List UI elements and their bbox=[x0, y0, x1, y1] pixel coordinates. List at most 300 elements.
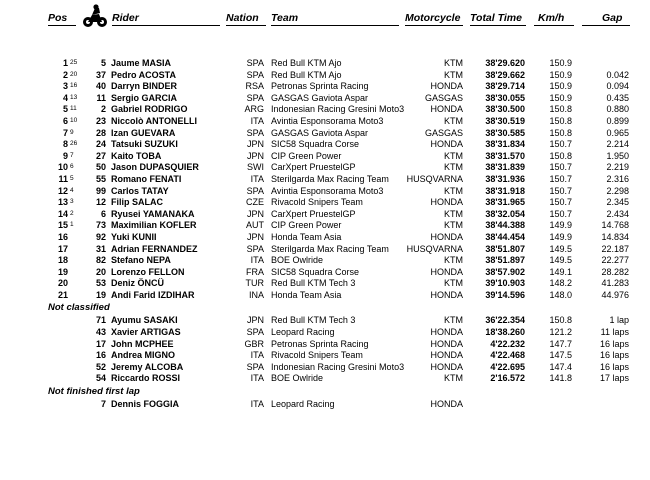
gap-cell: 11 laps bbox=[600, 327, 629, 338]
rider-number-cell: 5 bbox=[100, 58, 106, 68]
team-cell: Rivacold Snipers Team bbox=[271, 197, 363, 208]
table-row bbox=[0, 362, 650, 374]
grid-position-cell: 13 bbox=[70, 93, 78, 101]
rider-number-cell: 43 bbox=[95, 327, 106, 338]
rider-number-cell: 99 bbox=[95, 185, 106, 196]
gap-cell: 2.345 bbox=[606, 197, 629, 208]
total-time-cell: 38'30.500 bbox=[485, 104, 525, 115]
rider-number-cell: 6 bbox=[100, 208, 106, 219]
rider-number-cell: 11 bbox=[96, 92, 106, 103]
header-underline-gap bbox=[582, 25, 630, 26]
team-cell: GASGAS Gaviota Aspar bbox=[271, 127, 369, 138]
total-time-cell: 4'22.232 bbox=[490, 338, 525, 349]
gap-cell: 2.298 bbox=[606, 185, 629, 196]
grid-position-cell: 11 bbox=[70, 105, 77, 113]
total-time-cell: 38'31.936 bbox=[485, 173, 525, 184]
total-time-cell: 38'31.918 bbox=[485, 185, 525, 196]
grid-position-cell: 16 bbox=[70, 82, 78, 90]
table-row bbox=[0, 290, 650, 302]
gap-cell: 0.899 bbox=[606, 115, 629, 126]
speed-cell: 150.8 bbox=[549, 315, 572, 326]
motorcycle-cell: KTM bbox=[444, 162, 463, 173]
rider-name-cell: Jason DUPASQUIER bbox=[111, 162, 199, 173]
speed-cell: 141.8 bbox=[549, 373, 572, 384]
team-cell: Rivacold Snipers Team bbox=[271, 350, 363, 361]
nation-cell: RSA bbox=[245, 81, 264, 92]
rider-name-cell: Darryn BINDER bbox=[111, 81, 178, 92]
motorcycle-cell: KTM bbox=[444, 208, 463, 219]
speed-cell: 149.9 bbox=[549, 231, 572, 242]
rider-name-cell: Stefano NEPA bbox=[111, 255, 171, 266]
nation-cell: JPN bbox=[246, 315, 264, 326]
rider-number-cell: 73 bbox=[95, 220, 106, 231]
header-underline-team bbox=[271, 25, 399, 26]
rider-name-cell: Andi Farid IZDIHAR bbox=[111, 289, 195, 300]
gap-cell: 41.283 bbox=[601, 278, 629, 289]
rider-name-cell: Niccolò ANTONELLI bbox=[111, 115, 198, 126]
rider-number-cell: 55 bbox=[95, 173, 106, 184]
nation-cell: CZE bbox=[246, 197, 264, 208]
team-cell: Red Bull KTM Ajo bbox=[271, 58, 342, 68]
team-cell: Indonesian Racing Gresini Moto3 bbox=[271, 104, 405, 115]
total-time-cell: 38'57.902 bbox=[485, 266, 525, 277]
speed-cell: 149.5 bbox=[549, 243, 572, 254]
total-time-cell: 38'31.834 bbox=[485, 139, 525, 150]
rider-number-cell: 71 bbox=[95, 315, 106, 326]
team-cell: Petronas Sprinta Racing bbox=[271, 81, 369, 92]
rider-name-cell: Sergio GARCIA bbox=[111, 92, 178, 103]
nation-cell: SPA bbox=[246, 243, 264, 254]
team-cell: CIP Green Power bbox=[271, 220, 342, 231]
total-time-cell: 39'10.903 bbox=[485, 278, 525, 289]
team-cell: Red Bull KTM Ajo bbox=[271, 69, 342, 80]
motorcycle-cell: HONDA bbox=[430, 399, 463, 410]
position-cell: 12 bbox=[57, 185, 68, 196]
speed-cell: 150.9 bbox=[549, 69, 572, 80]
rider-name-cell: Maximilian KOFLER bbox=[111, 220, 197, 231]
speed-cell: 149.5 bbox=[549, 255, 572, 266]
nation-cell: SWI bbox=[247, 162, 264, 173]
section-title-not-classified: Not classified bbox=[48, 302, 110, 314]
table-row bbox=[0, 70, 650, 82]
gap-cell: 0.965 bbox=[606, 127, 629, 138]
speed-cell: 148.2 bbox=[549, 278, 572, 289]
total-time-cell: 38'29.662 bbox=[485, 69, 525, 80]
motorcycle-cell: HONDA bbox=[430, 361, 463, 372]
motorcycle-cell: KTM bbox=[444, 69, 463, 80]
rider-name-cell: Yuki KUNII bbox=[111, 231, 157, 242]
position-cell: 2 bbox=[62, 69, 68, 80]
team-cell: Petronas Sprinta Racing bbox=[271, 338, 369, 349]
rider-number-cell: 7 bbox=[100, 399, 106, 410]
motorcycle-cell: HONDA bbox=[430, 104, 463, 115]
rider-number-cell: 40 bbox=[95, 81, 106, 92]
gap-cell: 44.976 bbox=[601, 289, 629, 300]
table-row bbox=[0, 339, 650, 351]
gap-cell: 14.834 bbox=[601, 231, 629, 242]
table-row bbox=[0, 244, 650, 256]
motorcycle-cell: HONDA bbox=[430, 327, 463, 338]
team-cell: Honda Team Asia bbox=[271, 289, 342, 300]
gap-cell: 14.768 bbox=[601, 220, 629, 231]
rider-name-cell: Dennis FOGGIA bbox=[111, 399, 180, 410]
total-time-cell: 38'29.714 bbox=[485, 81, 525, 92]
total-time-cell: 38'51.807 bbox=[485, 243, 525, 254]
motorcycle-cell: KTM bbox=[444, 373, 463, 384]
table-row bbox=[0, 232, 650, 244]
position-cell: 1 bbox=[62, 58, 68, 68]
rider-name-cell: Gabriel RODRIGO bbox=[111, 104, 188, 115]
grid-position-cell: 3 bbox=[70, 198, 74, 206]
grid-position-cell: 25 bbox=[70, 59, 78, 66]
rider-name-cell: Ayumu SASAKI bbox=[111, 315, 178, 326]
section-title-not-finished: Not finished first lap bbox=[48, 386, 140, 398]
table-row bbox=[0, 116, 650, 128]
total-time-cell: 38'30.585 bbox=[485, 127, 525, 138]
nation-cell: TUR bbox=[245, 278, 264, 289]
rider-name-cell: Romano FENATI bbox=[111, 173, 182, 184]
position-cell: 15 bbox=[57, 220, 68, 231]
speed-cell: 150.7 bbox=[549, 173, 572, 184]
speed-cell: 150.9 bbox=[549, 58, 572, 68]
rider-name-cell: Ryusei YAMANAKA bbox=[111, 208, 195, 219]
speed-cell: 148.0 bbox=[549, 289, 572, 300]
motorcycle-cell: KTM bbox=[444, 185, 463, 196]
rider-name-cell: Filip SALAC bbox=[111, 197, 163, 208]
rider-name-cell: Jaume MASIA bbox=[111, 58, 172, 68]
nation-cell: SPA bbox=[246, 185, 264, 196]
nation-cell: SPA bbox=[246, 58, 264, 68]
rider-number-cell: 20 bbox=[95, 266, 106, 277]
rider-name-cell: Xavier ARTIGAS bbox=[111, 327, 181, 338]
header-nation: Nation bbox=[226, 12, 259, 24]
nation-cell: SPA bbox=[246, 327, 264, 338]
nation-cell: FRA bbox=[246, 266, 264, 277]
gap-cell: 16 laps bbox=[599, 338, 629, 349]
header-underline-kmh bbox=[534, 25, 574, 26]
table-row bbox=[0, 151, 650, 163]
header-underline-motorcycle bbox=[405, 25, 463, 26]
total-time-cell: 38'51.897 bbox=[485, 255, 525, 266]
rider-name-cell: Kaito TOBA bbox=[111, 150, 162, 161]
team-cell: CarXpert PruestelGP bbox=[271, 208, 356, 219]
speed-cell: 150.8 bbox=[549, 115, 572, 126]
table-row bbox=[0, 315, 650, 327]
team-cell: Sterilgarda Max Racing Team bbox=[271, 243, 389, 254]
total-time-cell: 4'22.695 bbox=[490, 361, 525, 372]
rider-number-cell: 92 bbox=[95, 231, 106, 242]
rider-number-cell: 53 bbox=[95, 278, 106, 289]
nation-cell: SPA bbox=[246, 92, 264, 103]
speed-cell: 147.5 bbox=[549, 350, 572, 361]
team-cell: GASGAS Gaviota Aspar bbox=[271, 92, 369, 103]
rider-name-cell: Deniz ÖNCÜ bbox=[111, 278, 165, 289]
rider-number-cell: 37 bbox=[95, 69, 106, 80]
gap-cell: 2.316 bbox=[606, 173, 629, 184]
rider-name-cell: Lorenzo FELLON bbox=[111, 266, 185, 277]
rider-number-cell: 50 bbox=[95, 162, 106, 173]
rider-number-cell: 16 bbox=[95, 350, 106, 361]
nation-cell: AUT bbox=[246, 220, 264, 231]
total-time-cell: 38'31.965 bbox=[485, 197, 525, 208]
nation-cell: INA bbox=[248, 289, 264, 300]
total-time-cell: 4'22.468 bbox=[490, 350, 525, 361]
total-time-cell: 36'22.354 bbox=[485, 315, 525, 326]
grid-position-cell: 7 bbox=[70, 151, 74, 159]
speed-cell: 150.7 bbox=[549, 162, 572, 173]
table-row bbox=[0, 197, 650, 209]
position-cell: 21 bbox=[57, 289, 68, 300]
table-row bbox=[0, 128, 650, 140]
speed-cell: 150.8 bbox=[549, 150, 572, 161]
total-time-cell: 38'30.055 bbox=[485, 92, 525, 103]
total-time-cell: 38'30.519 bbox=[485, 115, 525, 126]
nation-cell: SPA bbox=[246, 361, 264, 372]
position-cell: 11 bbox=[58, 173, 68, 184]
nation-cell: JPN bbox=[246, 208, 264, 219]
rider-number-cell: 23 bbox=[95, 115, 106, 126]
nation-cell: ITA bbox=[250, 350, 264, 361]
team-cell: CIP Green Power bbox=[271, 150, 342, 161]
gap-cell: 22.277 bbox=[601, 255, 629, 266]
speed-cell: 149.9 bbox=[549, 220, 572, 231]
table-row bbox=[0, 209, 650, 221]
grid-position-cell: 20 bbox=[70, 70, 78, 78]
table-row bbox=[0, 327, 650, 339]
rider-name-cell: Adrian FERNANDEZ bbox=[111, 243, 198, 254]
position-cell: 7 bbox=[62, 127, 68, 138]
total-time-cell: 38'32.054 bbox=[485, 208, 525, 219]
team-cell: Honda Team Asia bbox=[271, 231, 342, 242]
team-cell: CarXpert PruestelGP bbox=[271, 162, 356, 173]
rider-number-cell: 17 bbox=[95, 338, 106, 349]
header-total-time: Total Time bbox=[470, 12, 522, 24]
motorcycle-cell: HUSQVARNA bbox=[406, 173, 463, 184]
nation-cell: ITA bbox=[250, 399, 264, 410]
total-time-cell: 38'44.388 bbox=[485, 220, 525, 231]
position-cell: 16 bbox=[57, 231, 68, 242]
grid-position-cell: 26 bbox=[70, 140, 78, 148]
speed-cell: 147.4 bbox=[549, 361, 572, 372]
position-cell: 17 bbox=[57, 243, 68, 254]
position-cell: 8 bbox=[62, 139, 68, 150]
header-underline-total-time bbox=[470, 25, 526, 26]
rider-name-cell: Pedro ACOSTA bbox=[111, 69, 177, 80]
speed-cell: 121.2 bbox=[549, 327, 572, 338]
table-row bbox=[0, 278, 650, 290]
position-cell: 6 bbox=[62, 115, 68, 126]
motorcycle-cell: HONDA bbox=[430, 139, 463, 150]
motorcycle-cell: HONDA bbox=[430, 350, 463, 361]
motorcycle-cell: HONDA bbox=[430, 197, 463, 208]
motorcycle-cell: HONDA bbox=[430, 231, 463, 242]
gap-cell: 22.187 bbox=[601, 243, 629, 254]
position-cell: 14 bbox=[57, 208, 68, 219]
rider-name-cell: Jeremy ALCOBA bbox=[111, 361, 184, 372]
table-row bbox=[0, 139, 650, 151]
team-cell: Red Bull KTM Tech 3 bbox=[271, 278, 356, 289]
rider-number-cell: 52 bbox=[95, 361, 106, 372]
gap-cell: 0.880 bbox=[606, 104, 629, 115]
total-time-cell: 38'31.570 bbox=[485, 150, 525, 161]
table-row bbox=[0, 220, 650, 232]
grid-position-cell: 6 bbox=[70, 163, 74, 171]
total-time-cell: 38'31.839 bbox=[485, 162, 525, 173]
nation-cell: ARG bbox=[244, 104, 264, 115]
header-motorcycle: Motorcycle bbox=[405, 12, 461, 24]
motorcycle-cell: GASGAS bbox=[424, 92, 463, 103]
header-pos: Pos bbox=[48, 12, 68, 24]
motorcycle-cell: HONDA bbox=[430, 81, 463, 92]
speed-cell: 150.7 bbox=[549, 139, 572, 150]
gap-cell: 28.282 bbox=[601, 266, 629, 277]
nation-cell: ITA bbox=[250, 373, 264, 384]
nation-cell: GBR bbox=[244, 338, 264, 349]
nation-cell: ITA bbox=[250, 255, 264, 266]
gap-cell: 16 laps bbox=[599, 350, 629, 361]
position-cell: 20 bbox=[57, 278, 68, 289]
speed-cell: 150.8 bbox=[549, 127, 572, 138]
motorcycle-cell: HUSQVARNA bbox=[406, 243, 463, 254]
team-cell: SIC58 Squadra Corse bbox=[271, 266, 360, 277]
speed-cell: 149.1 bbox=[549, 266, 572, 277]
nation-cell: SPA bbox=[246, 69, 264, 80]
rider-name-cell: Riccardo ROSSI bbox=[111, 373, 181, 384]
table-row bbox=[0, 399, 650, 411]
header-kmh: Km/h bbox=[538, 12, 565, 24]
speed-cell: 147.7 bbox=[549, 338, 572, 349]
motorcycle-cell: KTM bbox=[444, 150, 463, 161]
team-cell: Indonesian Racing Gresini Moto3 bbox=[271, 361, 405, 372]
motorcycle-cell: KTM bbox=[444, 315, 463, 326]
team-cell: BOE Owlride bbox=[271, 255, 324, 266]
rider-number-cell: 27 bbox=[95, 150, 106, 161]
total-time-cell: 38'44.454 bbox=[485, 231, 525, 242]
grid-position-cell: 5 bbox=[70, 174, 74, 182]
header-rider: Rider bbox=[112, 12, 139, 24]
speed-cell: 150.9 bbox=[549, 81, 572, 92]
gap-cell: 2.434 bbox=[606, 208, 629, 219]
gap-cell: 1.950 bbox=[606, 150, 629, 161]
table-row bbox=[0, 58, 650, 70]
nation-cell: JPN bbox=[246, 139, 264, 150]
team-cell: SIC58 Squadra Corse bbox=[271, 139, 360, 150]
position-cell: 4 bbox=[62, 92, 68, 103]
motorcycle-cell: KTM bbox=[444, 58, 463, 68]
total-time-cell: 38'29.620 bbox=[485, 58, 525, 68]
header-underline-rider bbox=[112, 25, 220, 26]
speed-cell: 150.9 bbox=[549, 92, 572, 103]
grid-position-cell: 1 bbox=[70, 221, 74, 229]
nation-cell: ITA bbox=[250, 173, 264, 184]
motorcycle-cell: KTM bbox=[444, 255, 463, 266]
table-row bbox=[0, 255, 650, 267]
position-cell: 3 bbox=[62, 81, 68, 92]
team-cell: Avintia Esponsorama Moto3 bbox=[271, 185, 384, 196]
nation-cell: ITA bbox=[250, 115, 264, 126]
gap-cell: 0.094 bbox=[606, 81, 629, 92]
team-cell: Red Bull KTM Tech 3 bbox=[271, 315, 356, 326]
grid-position-cell: 10 bbox=[70, 116, 78, 124]
position-cell: 10 bbox=[57, 162, 68, 173]
grid-position-cell: 2 bbox=[70, 209, 74, 217]
table-row bbox=[0, 174, 650, 186]
grid-position-cell: 4 bbox=[70, 186, 74, 194]
gap-cell: 16 laps bbox=[599, 361, 629, 372]
rider-name-cell: Carlos TATAY bbox=[111, 185, 169, 196]
total-time-cell: 39'14.596 bbox=[485, 289, 525, 300]
table-row bbox=[0, 373, 650, 385]
team-cell: Leopard Racing bbox=[271, 327, 335, 338]
table-row bbox=[0, 104, 650, 116]
gap-cell: 1 lap bbox=[609, 315, 629, 326]
speed-cell: 150.7 bbox=[549, 208, 572, 219]
table-row bbox=[0, 162, 650, 174]
team-cell: Sterilgarda Max Racing Team bbox=[271, 173, 389, 184]
position-cell: 9 bbox=[62, 150, 68, 161]
rider-number-cell: 54 bbox=[95, 373, 106, 384]
header-underline-pos bbox=[48, 25, 76, 26]
rider-name-cell: John MCPHEE bbox=[111, 338, 174, 349]
total-time-cell: 18'38.260 bbox=[485, 327, 525, 338]
speed-cell: 150.8 bbox=[549, 104, 572, 115]
speed-cell: 150.7 bbox=[549, 197, 572, 208]
motorcycle-cell: KTM bbox=[444, 278, 463, 289]
nation-cell: SPA bbox=[246, 127, 264, 138]
table-row bbox=[0, 350, 650, 362]
motorcycle-cell: HONDA bbox=[430, 338, 463, 349]
speed-cell: 150.7 bbox=[549, 185, 572, 196]
header-underline-nation bbox=[226, 25, 266, 26]
grid-position-cell: 9 bbox=[70, 128, 74, 136]
results-table bbox=[0, 58, 650, 411]
total-time-cell: 2'16.572 bbox=[490, 373, 525, 384]
table-header bbox=[0, 0, 650, 30]
header-gap: Gap bbox=[602, 12, 623, 24]
rider-name-cell: Andrea MIGNO bbox=[111, 350, 176, 361]
position-cell: 18 bbox=[57, 255, 68, 266]
nation-cell: JPN bbox=[246, 150, 264, 161]
rider-number-cell: 28 bbox=[95, 127, 106, 138]
table-row bbox=[0, 267, 650, 279]
nation-cell: JPN bbox=[246, 231, 264, 242]
motorcycle-cell: GASGAS bbox=[424, 127, 463, 138]
table-row bbox=[0, 186, 650, 198]
team-cell: BOE Owlride bbox=[271, 373, 324, 384]
gap-cell: 2.214 bbox=[606, 139, 629, 150]
table-row bbox=[0, 81, 650, 93]
rider-number-cell: 19 bbox=[95, 289, 106, 300]
header-team: Team bbox=[271, 12, 299, 24]
rider-number-cell: 12 bbox=[95, 197, 106, 208]
rider-number-cell: 24 bbox=[95, 139, 106, 150]
team-cell: Avintia Esponsorama Moto3 bbox=[271, 115, 384, 126]
motorcycle-rider-icon bbox=[82, 4, 108, 28]
rider-name-cell: Izan GUEVARA bbox=[111, 127, 176, 138]
motorcycle-cell: HONDA bbox=[430, 289, 463, 300]
rider-number-cell: 2 bbox=[100, 104, 106, 115]
rider-number-cell: 82 bbox=[95, 255, 106, 266]
motorcycle-cell: HONDA bbox=[430, 266, 463, 277]
motorcycle-cell: KTM bbox=[444, 220, 463, 231]
position-cell: 5 bbox=[62, 104, 68, 115]
gap-cell: 0.435 bbox=[606, 92, 629, 103]
gap-cell: 0.042 bbox=[606, 69, 629, 80]
position-cell: 13 bbox=[57, 197, 68, 208]
team-cell: Leopard Racing bbox=[271, 399, 335, 410]
rider-name-cell: Tatsuki SUZUKI bbox=[111, 139, 178, 150]
rider-number-cell: 31 bbox=[95, 243, 106, 254]
